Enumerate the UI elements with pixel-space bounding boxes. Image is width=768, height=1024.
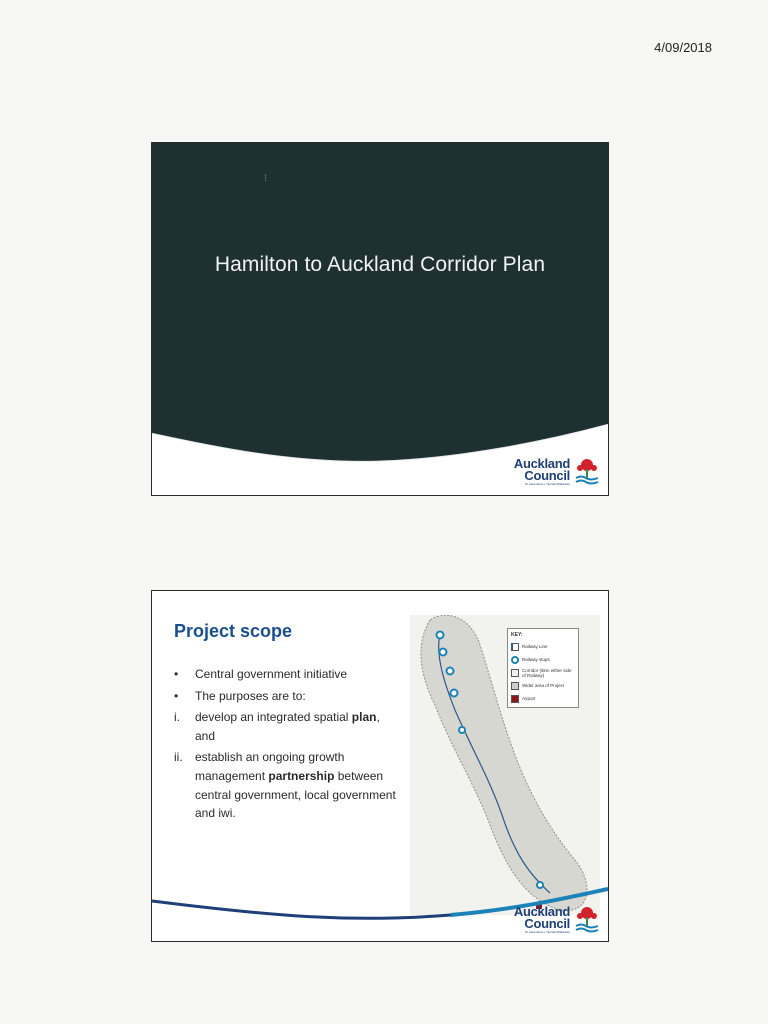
bullet-item: • Central government initiative <box>174 667 348 681</box>
slide-title <box>151 142 609 496</box>
numbered-item: ii. establish an ongoing growth management partnership between central government, local government and iwi. <box>174 748 399 822</box>
print-date: 4/09/2018 <box>654 40 712 55</box>
bullet-item: • The purposes are to: <box>174 688 306 703</box>
scan-speck: ⁝ <box>264 173 268 184</box>
map-key: KEY: Railway Line Railway stops Corridor (5km either side of Railway) Wider area of Project Airport <box>507 628 579 708</box>
bullet-list <box>174 665 399 826</box>
item-text: develop an integrated spatial plan, and <box>195 710 380 743</box>
slide-project-scope <box>151 590 609 942</box>
slide-dark-background <box>152 143 608 495</box>
slide-title-text: Hamilton to Auckland Corridor Plan <box>214 253 546 276</box>
numbered-item: i. develop an integrated spatial plan, and <box>174 708 399 745</box>
pohutukawa-flower-icon <box>574 457 600 487</box>
slide-heading: Project scope <box>174 621 293 641</box>
item-text: establish an ongoing growth management partnership between central government, local government and iwi. <box>195 750 396 821</box>
auckland-council-logo: Auckland Council Te Kaunihera o Tāmaki Makaurau <box>514 905 600 935</box>
auckland-council-logo: Auckland Council Te Kaunihera o Tāmaki Makaurau <box>514 457 600 487</box>
pohutukawa-flower-icon <box>574 905 600 935</box>
